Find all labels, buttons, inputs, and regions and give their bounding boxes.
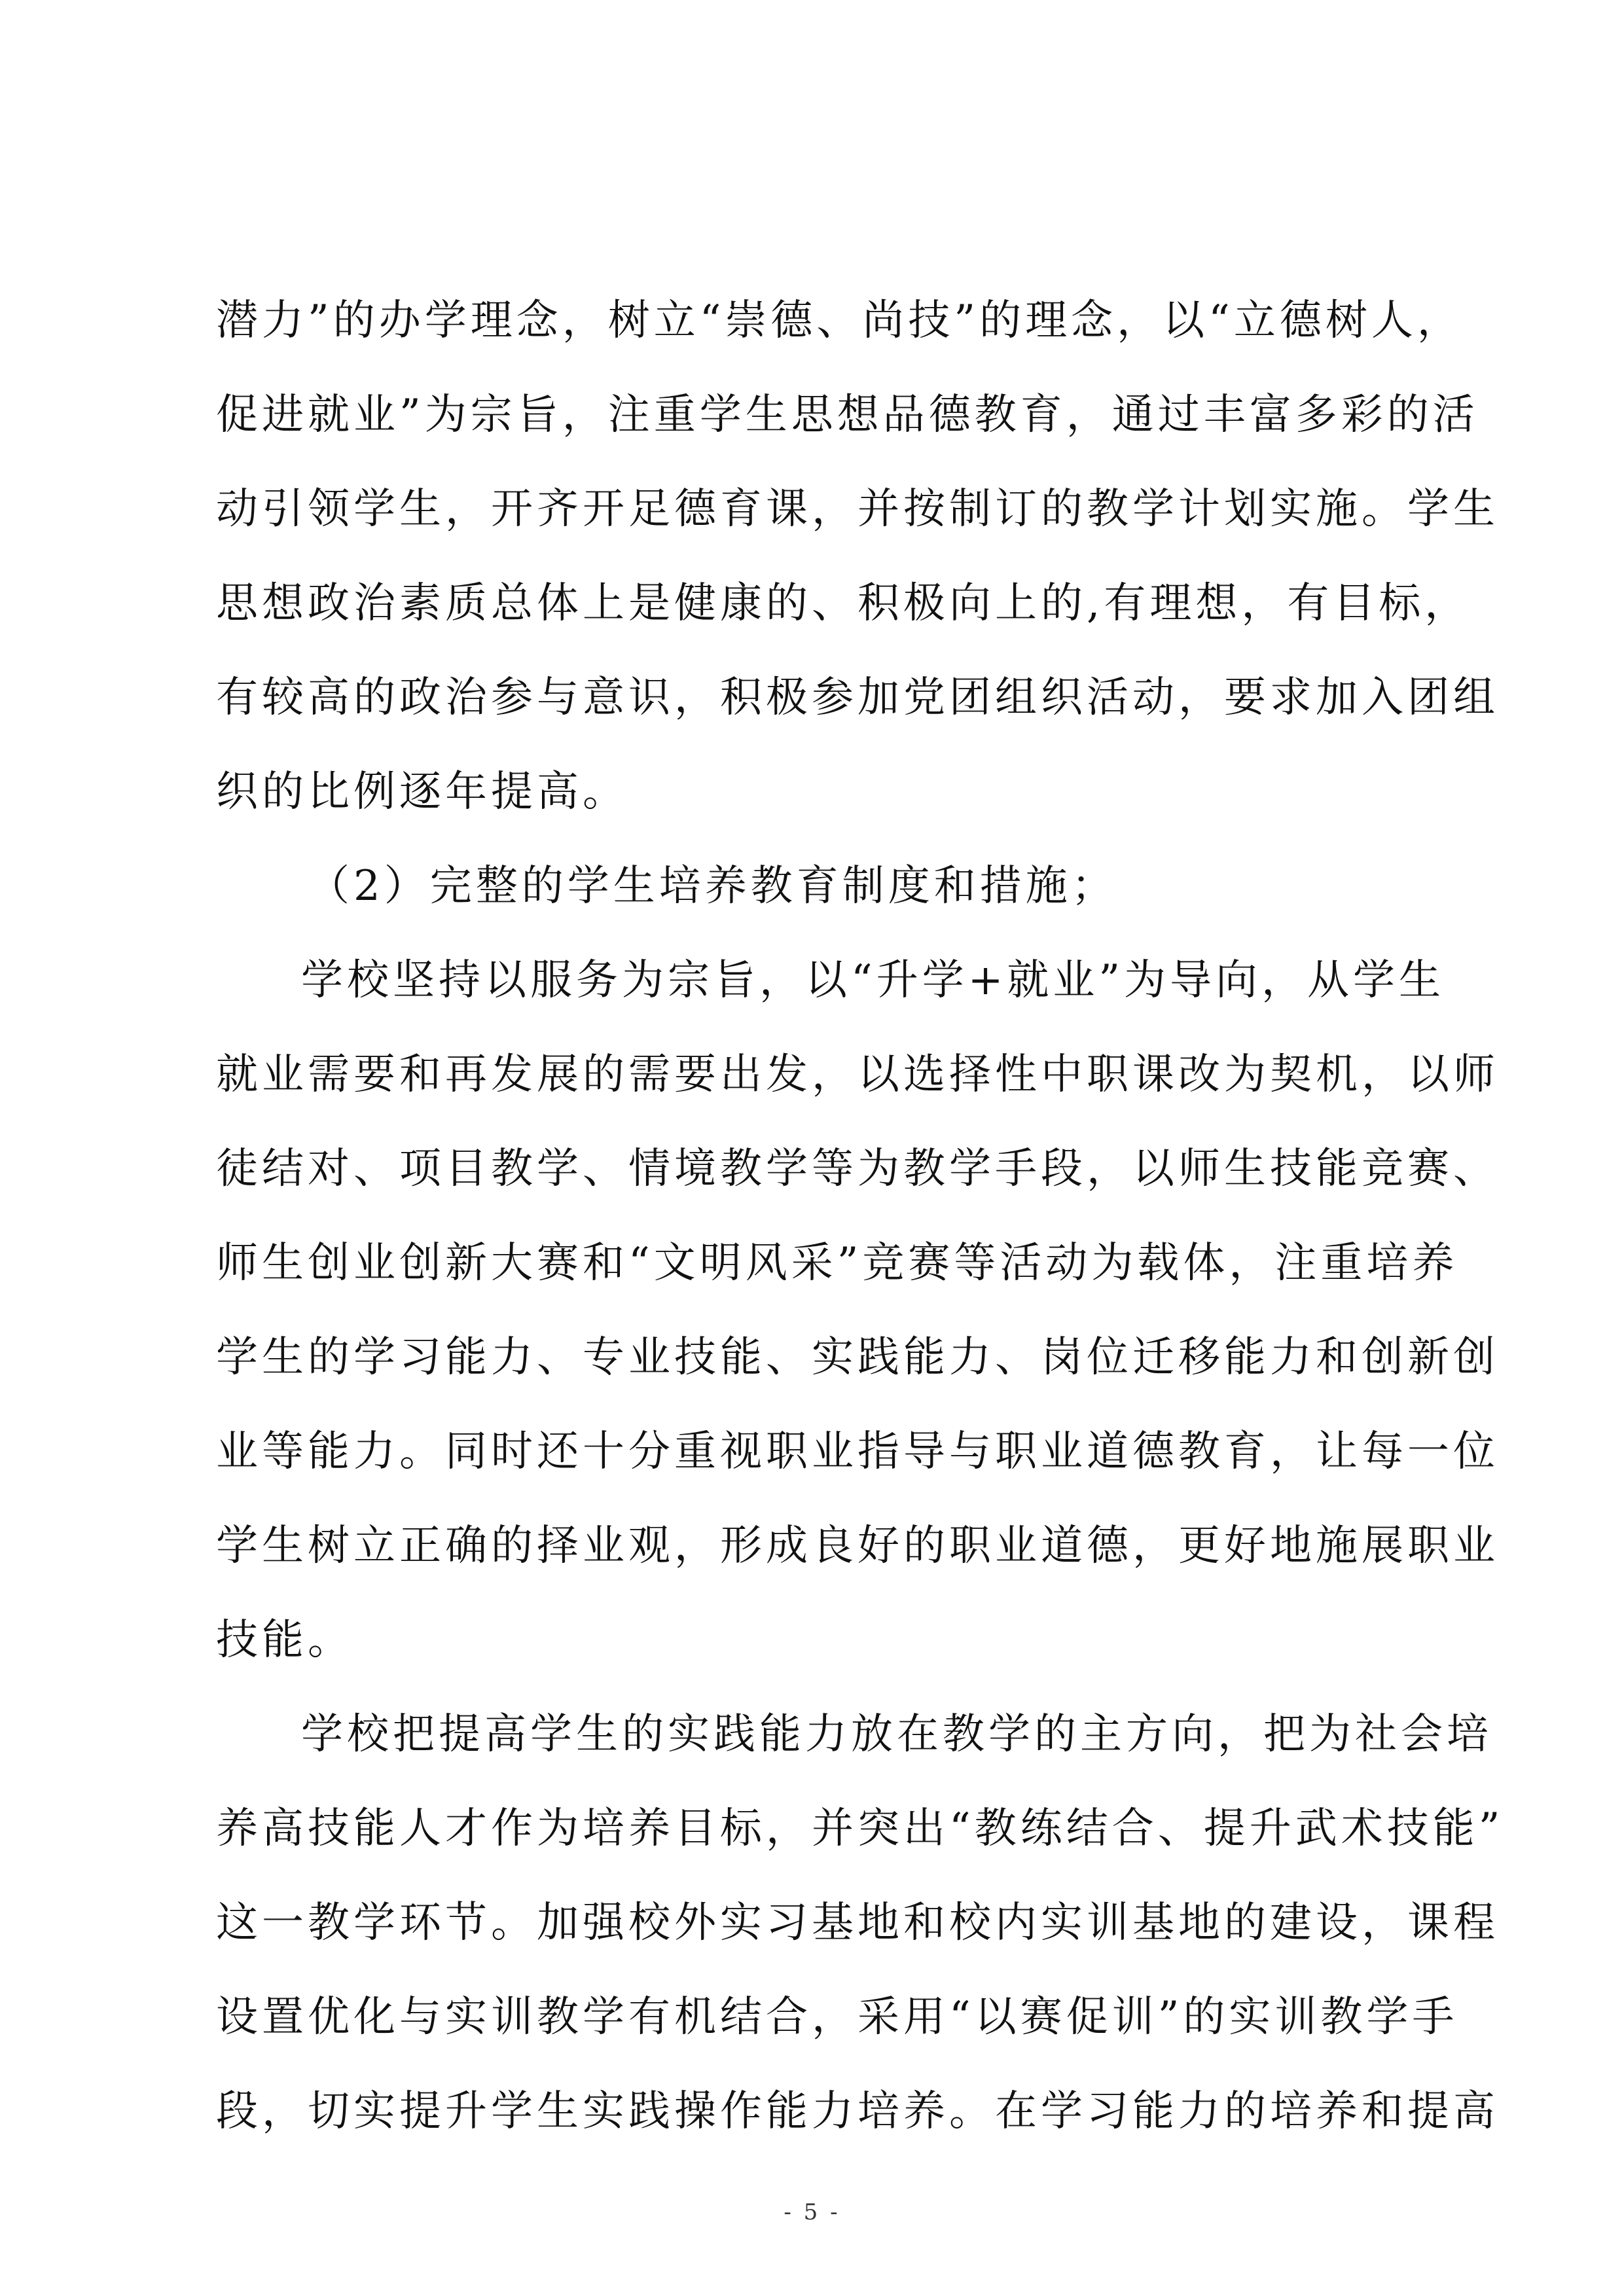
- paragraph-first-line: 学校把提高学生的实践能力放在教学的主方向，把为社会培: [301, 1710, 1492, 1759]
- text-line: 设置优化与实训教学有机结合，采用“以赛促训”的实训教学手: [216, 1993, 1458, 2041]
- text-line: 学生树立正确的择业观，形成良好的职业道德，更好地施展职业: [216, 1522, 1499, 1570]
- section-heading: （2）完整的学生培养教育制度和措施；: [308, 862, 1117, 910]
- text-line: 潜力”的办学理念，树立“崇德、尚技”的理念，以“立德树人，: [216, 296, 1463, 345]
- text-line: 学生的学习能力、专业技能、实践能力、岗位迁移能力和创新创: [216, 1333, 1499, 1382]
- page-number: - 5 -: [784, 2199, 840, 2225]
- text-line: 业等能力。同时还十分重视职业指导与职业道德教育，让每一位: [216, 1427, 1499, 1476]
- text-line: 技能。: [216, 1616, 353, 1664]
- text-line: 养高技能人才作为培养目标，并突出“教练结合、提升武术技能”: [216, 1804, 1504, 1853]
- text-line: 这一教学环节。加强校外实习基地和校内实训基地的建设，课程: [216, 1899, 1499, 1947]
- text-line: 织的比例逐年提高。: [216, 768, 628, 816]
- text-line: 师生创业创新大赛和“文明风采”竞赛等活动为载体，注重培养: [216, 1239, 1458, 1287]
- paragraph-first-line: 学校坚持以服务为宗旨，以“升学+就业”为导向，从学生: [301, 956, 1445, 1005]
- text-line: 有较高的政治参与意识，积极参加党团组织活动，要求加入团组: [216, 673, 1499, 722]
- text-line: 思想政治素质总体上是健康的、积极向上的,有理想，有目标，: [216, 579, 1471, 628]
- text-line: 促进就业”为宗旨，注重学生思想品德教育，通过丰富多彩的活: [216, 391, 1479, 439]
- text-line: 段，切实提升学生实践操作能力培养。在学习能力的培养和提高: [216, 2087, 1499, 2136]
- text-line: 徒结对、项目教学、情境教学等为教学手段，以师生技能竞赛、: [216, 1145, 1499, 1193]
- text-line: 动引领学生，开齐开足德育课，并按制订的教学计划实施。学生: [216, 485, 1499, 533]
- text-line: 就业需要和再发展的需要出发，以选择性中职课改为契机，以师: [216, 1050, 1499, 1099]
